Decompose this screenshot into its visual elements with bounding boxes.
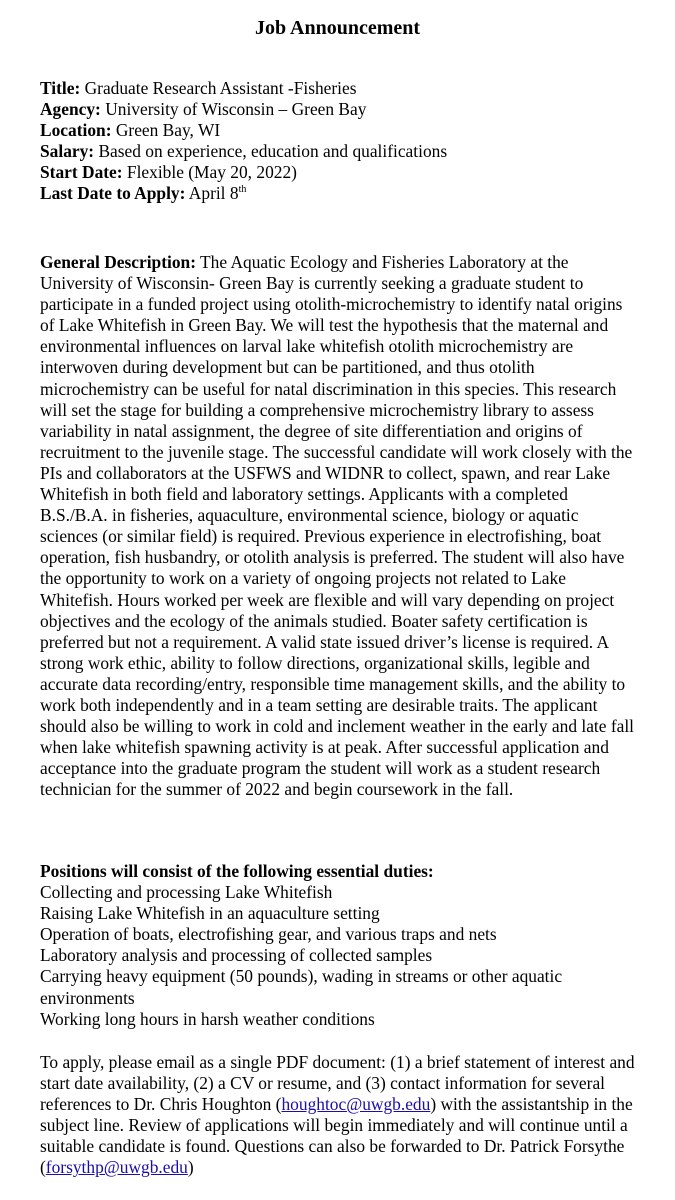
agency-value: University of Wisconsin – Green Bay (100, 99, 367, 120)
salary-label: Salary: (40, 141, 95, 162)
last-date-label: Last Date to Apply: (40, 183, 186, 204)
last-date-ordinal: th (238, 184, 247, 196)
general-description-text: The Aquatic Ecology and Fisheries Laboratory at the University of Wisconsin- Green Bay is currently seeking a graduate student to participate in a funded project using otolith-microchemistry to identify natal origins of Lake Whitefish in Green Bay. We will test the hypothesis that the maternal and environmental influences on larval lake whitefish otolith microchemistry are interwoven during development but can be partitioned, and thus otolith microchemistry can be useful for natal discrimination in this species. This research will set the stage for building a comprehensive microchemistry library to assess variability in natal assignment, the degree of site differentiation and origins of recruitment to the juvenile stage. The successful candidate will work closely with the PIs and collaborators at the USFWS and WIDNR to collect, spawn, and rear Lake Whitefish in both field and laboratory settings. Applicants with a completed B.S./B.A. in fisheries, aquaculture, environmental science, biology or aquatic sciences (or similar field) is required. Previous experience in electrofishing, boat operation, fish husbandry, or otolith analysis is preferred. The student will also have the opportunity to work on a variety of ongoing projects not related to Lake Whitefish. Hours worked per week are flexible and will vary depending on project objectives and the ecology of the animals studied. Boater safety certification is preferred but not a requirement. A valid state issued driver’s license is required. A strong work ethic, ability to follow directions, organizational skills, legible and accurate data recording/entry, responsible time management skills, and the ability to work both independently and in a team setting are desirable traits. The applicant should also be willing to work in cold and inclement weather in the early and late fall when lake whitefish spawning activity is at peak. After successful application and acceptance into the graduate program the student will work as a student research technician for the summer of 2022 and begin coursework in the fall. (40, 252, 635, 800)
title-label: Title: (40, 78, 81, 98)
general-description (40, 252, 636, 800)
agency-row (40, 99, 640, 120)
apply-text-1: To apply, please email as a single PDF document: (1) a brief statement of interest and start date availability, (2) a CV or resume, and (3) contact information for several references to Dr. Chris Houghton ( (40, 1052, 635, 1115)
start-date-value: Flexible (May 20, 2022) (122, 162, 297, 183)
location-label: Location: (40, 120, 112, 141)
duty-item: Carrying heavy equipment (50 pounds), wading in streams or other aquatic environments (40, 966, 563, 1008)
duty-item: Collecting and processing Lake Whitefish (40, 882, 333, 903)
job-details (40, 78, 640, 205)
duty-item: Working long hours in harsh weather conditions (40, 1008, 375, 1029)
general-description-label: General Description: (40, 252, 196, 272)
application-instructions (40, 1052, 638, 1179)
duty-item: Operation of boats, electrofishing gear, and various traps and nets (40, 924, 497, 945)
location-value: Green Bay, WI (111, 120, 221, 141)
email-link-houghton[interactable]: houghtoc@uwgb.edu (281, 1094, 431, 1115)
last-date-row (40, 183, 640, 204)
location-row (40, 120, 640, 141)
title-row (40, 78, 640, 99)
duties-heading: Positions will consist of the following essential duties: (40, 861, 434, 881)
apply-text-3: ) (187, 1157, 194, 1178)
apply-text-2: ) with the assistantship in the subject line. Review of applications will begin immediately and will continue until a suitable candidate is found. Questions can also be forwarded to Dr. Patrick Forsythe ( (40, 1094, 633, 1178)
duty-item: Laboratory analysis and processing of collected samples (40, 945, 433, 966)
page-title: Job Announcement (254, 17, 421, 39)
start-date-row (40, 162, 640, 183)
salary-row (40, 141, 640, 162)
last-date-value: April 8 (185, 183, 239, 204)
agency-label: Agency: (40, 99, 101, 120)
start-date-label: Start Date: (40, 162, 123, 183)
title-value: Graduate Research Assistant -Fisheries (80, 78, 357, 98)
salary-value: Based on experience, education and qualifications (94, 141, 448, 162)
duty-item: Raising Lake Whitefish in an aquaculture setting (40, 903, 380, 924)
duties-section (40, 861, 636, 1030)
email-link-forsythe[interactable]: forsythp@uwgb.edu (45, 1157, 188, 1178)
